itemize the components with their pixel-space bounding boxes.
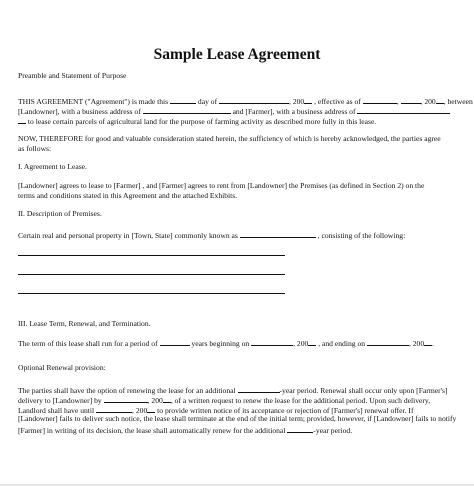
now-therefore-line-2: as follows: [18, 144, 52, 153]
effective-month-blank[interactable] [363, 95, 397, 104]
notice-year-blank[interactable] [147, 404, 155, 413]
notice-date-blank[interactable] [96, 404, 132, 413]
end-year-blank[interactable] [424, 337, 432, 346]
term-years-blank[interactable] [160, 337, 190, 346]
renewal-request-date-blank[interactable] [104, 394, 148, 403]
start-month-blank[interactable] [251, 337, 293, 346]
effective-year-blank[interactable] [436, 95, 444, 104]
renewal-line-1: The parties shall have the option of renewing the lease for an additional -year period. Renewal shall occur only upon [Farmer's] [18, 386, 448, 395]
agreement-line-1: THIS AGREEMENT ("Agreement") is made this day of , 200 , effective as of , , 200 , between [18, 97, 473, 106]
section-2-heading: II. Description of Premises. [18, 209, 102, 218]
section-1-heading: I. Agreement to Lease. [18, 162, 87, 171]
renewal-line-4: [Landowner] fails to deliver such notice, the lease shall terminate at the end of the initial term; provided, however, if [Landowner] fails to notify [18, 414, 457, 423]
end-month-blank[interactable] [367, 337, 409, 346]
effective-day-blank[interactable] [401, 95, 421, 104]
optional-renewal-heading: Optional Renewal provision: [18, 363, 106, 372]
now-therefore-line-1: NOW, THEREFORE for good and valuable consideration stated herein, the sufficiency of which is hereby acknowledged, the parties agree [18, 134, 441, 143]
start-year-blank[interactable] [308, 337, 316, 346]
agreement-line-3: to lease certain parcels of agricultural land for the purpose of farming activity as described more fully in this lease. [18, 115, 376, 127]
premises-description-line-1[interactable] [18, 255, 285, 256]
farmer-address-blank[interactable] [357, 105, 450, 114]
agreement-line-2: [Landowner], with a business address of and [Farmer], with a business address of [18, 105, 450, 117]
lease-term-line: The term of this lease shall run for a period of years beginning on , 200 , and ending on , 200 . [18, 339, 435, 348]
renewal-line-3: Landlord shall have until , 200 to provide written notice of its acceptance or rejection of [Farmer's] renewal offer. If [18, 406, 414, 415]
agreement-to-lease-line-2: terms and conditions stated in this Agreement and the attached Exhibits. [18, 191, 238, 200]
month-blank[interactable] [219, 95, 289, 104]
renewal-line-5: [Farmer] in writing of its decision, the lease shall automatically renew for the additional -year period. [18, 426, 353, 435]
landowner-address-blank[interactable] [143, 105, 231, 114]
premises-line: Certain real and personal property in [Town, State] commonly known as , consisting of the following: [18, 231, 406, 240]
renewal-period-blank[interactable] [238, 384, 280, 393]
renewal-line-2: delivery to [Landowner] by , 200 , of a written request to renew the lease for the additional period. Upon such delivery, [18, 396, 431, 405]
premises-name-blank[interactable] [240, 229, 316, 238]
agreement-to-lease-line-1: [Landowner] agrees to lease to [Farmer] , and [Farmer] agrees to rent from [Landowner] the Premises (as defined in Section 2) on the [18, 181, 425, 190]
premises-description-line-2[interactable] [18, 274, 285, 275]
day-blank[interactable] [170, 95, 196, 104]
year-blank[interactable] [304, 95, 312, 104]
auto-renew-period-blank[interactable] [287, 424, 313, 433]
preamble-heading: Preamble and Statement of Purpose [18, 71, 127, 80]
renewal-request-year-blank[interactable] [163, 394, 171, 403]
section-3-heading: III. Lease Term, Renewal, and Termination. [18, 319, 151, 328]
address-continuation-blank[interactable] [18, 115, 26, 124]
premises-description-line-3[interactable] [18, 293, 285, 294]
document-title: Sample Lease Agreement [153, 46, 321, 63]
